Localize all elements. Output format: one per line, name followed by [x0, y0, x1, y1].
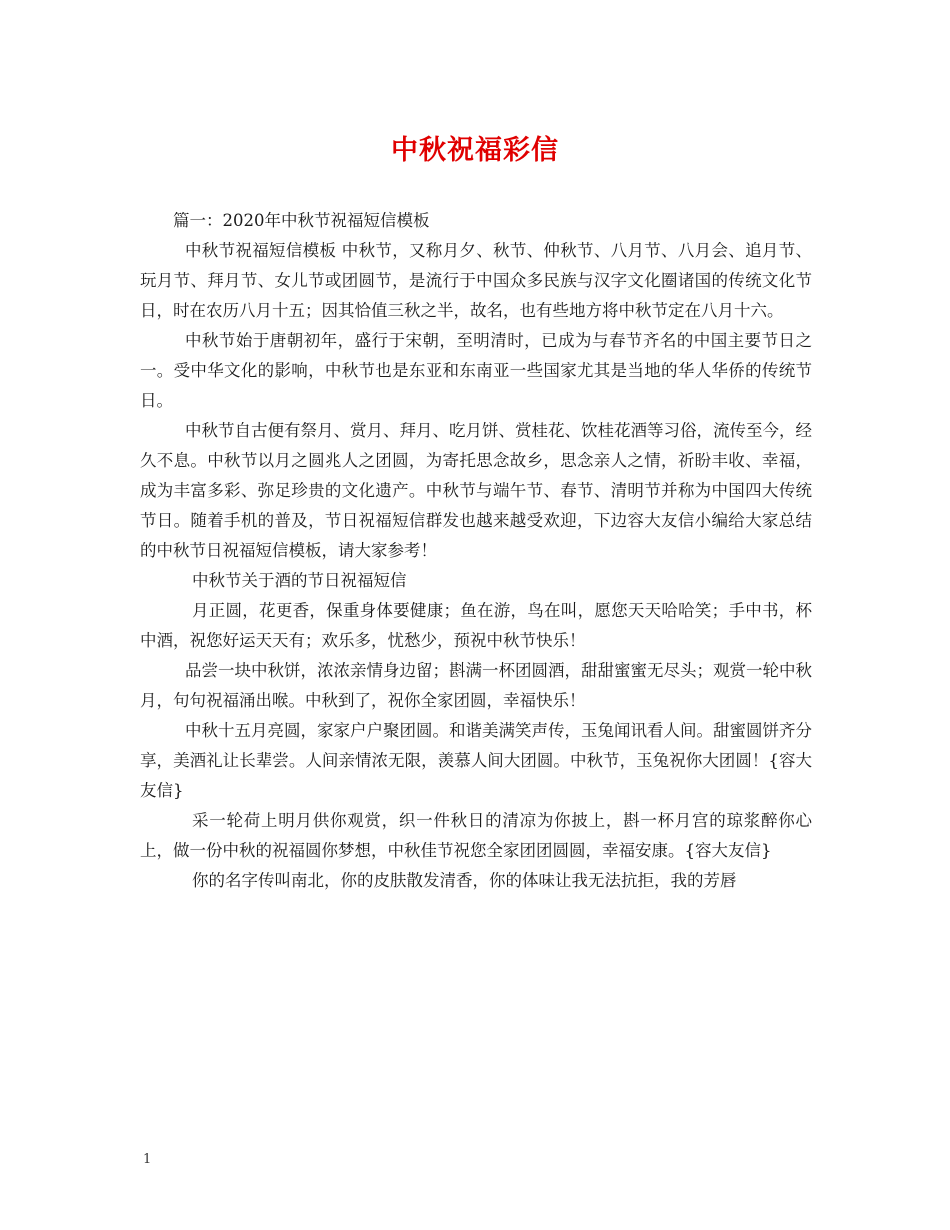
document-title: 中秋祝福彩信	[391, 135, 559, 166]
message-paragraph: 月正圆，花更香，保重身体要健康；鱼在游，鸟在叫，愿您天天哈哈笑；手中书，杯中酒，祝您好运天天有；欢乐多，忧愁少，预祝中秋节快乐！	[140, 601, 812, 650]
paragraph-intro: 中秋节祝福短信模板 中秋节，又称月夕、秋节、仲秋节、八月节、八月会、追月节、玩月节、拜月节、女儿节或团圆节，是流行于中国众多民族与汉字文化圈诸国的传统文化节日，时在农历八月十五；因其恰值三秋之半，故名，也有些地方将中秋节定在八月十六。	[140, 241, 812, 320]
message-paragraph: 采一轮荷上明月供你观赏，织一件秋日的清凉为你披上，斟一杯月宫的琼浆醉你心上，做一份中秋的祝福圆你梦想，中秋佳节祝您全家团团圆圆，幸福安康。{容大友信}	[140, 811, 812, 860]
page-number: 1	[143, 1152, 152, 1167]
section-heading: 篇一：2020年中秋节祝福短信模板	[173, 211, 430, 230]
message-paragraph: 你的名字传叫南北，你的皮肤散发清香，你的体味让我无法抗拒，我的芳唇	[192, 871, 737, 890]
subheading-wine-messages: 中秋节关于酒的节日祝福短信	[192, 571, 407, 590]
message-paragraph: 中秋十五月亮圆，家家户户聚团圆。和谐美满笑声传，玉兔闻讯看人间。甜蜜圆饼齐分享，美酒礼让长辈尝。人间亲情浓无限，羡慕人间大团圆。中秋节，玉兔祝你大团圆！{容大友信}	[140, 721, 812, 800]
paragraph-history: 中秋节始于唐朝初年，盛行于宋朝，至明清时，已成为与春节齐名的中国主要节日之一。受中华文化的影响，中秋节也是东亚和东南亚一些国家尤其是当地的华人华侨的传统节日。	[140, 331, 812, 410]
document-body	[140, 206, 812, 896]
paragraph-customs: 中秋节自古便有祭月、赏月、拜月、吃月饼、赏桂花、饮桂花酒等习俗，流传至今，经久不息。中秋节以月之圆兆人之团圆，为寄托思念故乡，思念亲人之情，祈盼丰收、幸福，成为丰富多彩、弥足珍贵的文化遗产。中秋节与端午节、春节、清明节并称为中国四大传统节日。随着手机的普及，节日祝福短信群发也越来越受欢迎，下边容大友信小编给大家总结的中秋节日祝福短信模板，请大家参考！	[140, 421, 812, 560]
message-paragraph: 品尝一块中秋饼，浓浓亲情身边留；斟满一杯团圆酒，甜甜蜜蜜无尽头；观赏一轮中秋月，句句祝福涌出喉。中秋到了，祝你全家团圆，幸福快乐！	[140, 661, 812, 710]
